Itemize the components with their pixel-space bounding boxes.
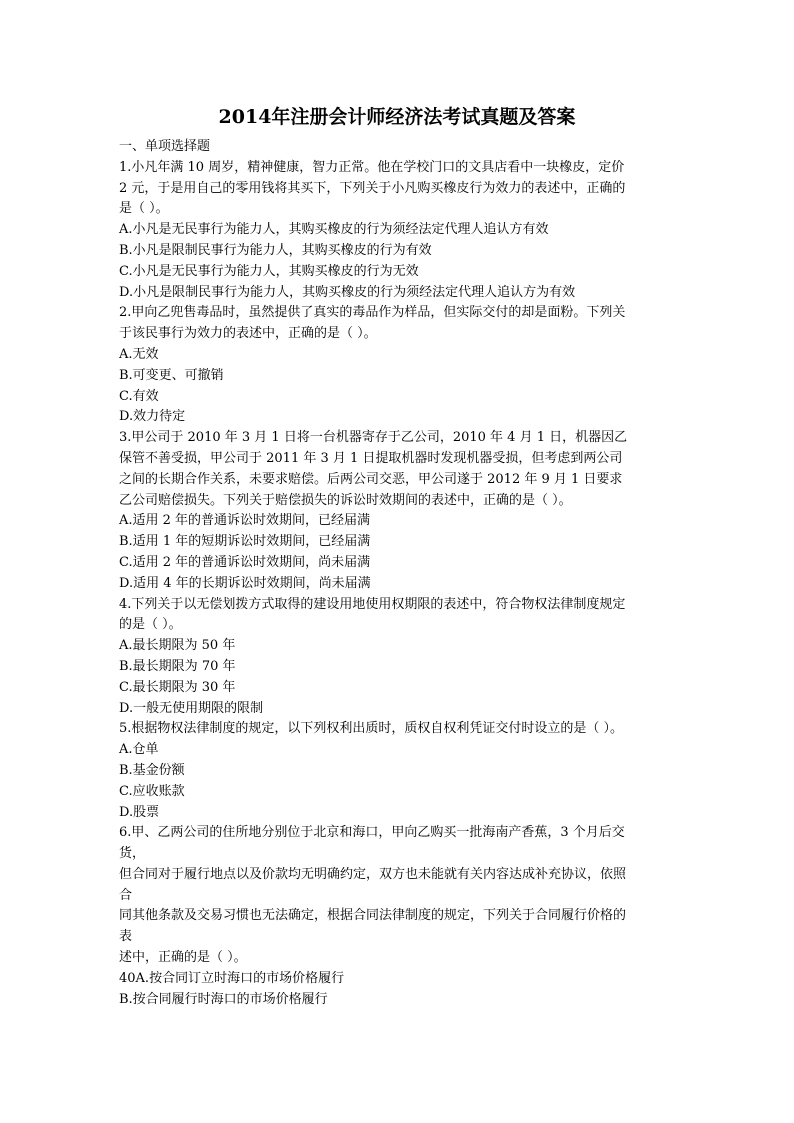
text-line: C.小凡是无民事行为能力人，其购买橡皮的行为无效 — [119, 263, 419, 279]
text-line: 2.甲向乙兜售毒品时，虽然提供了真实的毒品作为样品，但实际交付的却是面粉。下列关 — [119, 305, 626, 321]
text-line: 是（ ）。 — [119, 201, 169, 217]
text-line: 3.甲公司于 2010 年 3 月 1 日将一台机器寄存于乙公司，2010 年 4 月 1 日，机器因乙 — [119, 430, 628, 446]
text-line: D.股票 — [119, 804, 160, 820]
text-line: 同其他条款及交易习惯也无法确定，根据合同法律制度的规定，下列关于合同履行价格的 — [119, 908, 627, 924]
text-line: 但合同对于履行地点以及价款均无明确约定，双方也未能就有关内容达成补充协议，依照 — [119, 866, 627, 882]
text-line: C.有效 — [119, 388, 159, 404]
text-line: 6.甲、乙两公司的住所地分别位于北京和海口，甲向乙购买一批海南产香蕉，3 个月后交 — [119, 825, 625, 841]
text-line: 一、单项选择题 — [119, 139, 211, 154]
text-line: B.最长期限为 70 年 — [119, 658, 236, 674]
text-line: 表 — [119, 929, 133, 945]
text-line: D.适用 4 年的长期诉讼时效期间，尚未届满 — [119, 575, 371, 591]
text-line: C.最长期限为 30 年 — [119, 679, 236, 695]
text-line: A.适用 2 年的普通诉讼时效期间，已经届满 — [119, 513, 371, 529]
text-line: B.基金份额 — [119, 762, 185, 778]
text-line: B.适用 1 年的短期诉讼时效期间，已经届满 — [119, 534, 371, 550]
text-line: 货， — [119, 846, 146, 862]
text-line: 合 — [119, 887, 133, 903]
text-line: 于该民事行为效力的表述中，正确的是（ ）。 — [119, 326, 377, 342]
text-line: 4.下列关于以无偿划拨方式取得的建设用地使用权期限的表述中，符合物权法律制度规定 — [119, 596, 626, 612]
text-line: B.可变更、可撤销 — [119, 367, 224, 383]
text-line: 之间的长期合作关系，未要求赔偿。后两公司交恶，甲公司遂于 2012 年 9 月 1 日要求 — [119, 471, 623, 487]
text-line: 2 元，于是用自己的零用钱将其买下，下列关于小凡购买橡皮行为效力的表述中，正确的 — [119, 180, 626, 196]
text-line: A.无效 — [119, 346, 159, 362]
text-line: 乙公司赔偿损失。下列关于赔偿损失的诉讼时效期间的表述中，正确的是（ ）。 — [119, 492, 572, 508]
text-line: 述中，正确的是（ ）。 — [119, 950, 247, 966]
text-line: 40A.按合同订立时海口的市场价格履行 — [119, 970, 345, 986]
text-line: A.最长期限为 50 年 — [119, 638, 236, 654]
text-line: 1.小凡年满 10 周岁，精神健康，智力正常。他在学校门口的文具店看中一块橡皮，定价 — [119, 159, 625, 175]
document-body — [119, 137, 679, 1010]
text-line: A.仓单 — [119, 742, 159, 758]
text-line: D.小凡是限制民事行为能力人，其购买橡皮的行为须经法定代理人追认方为有效 — [119, 284, 576, 300]
text-line: 5.根据物权法律制度的规定，以下列权利出质时，质权自权利凭证交付时设立的是（ ）。 — [119, 721, 624, 737]
text-line: C.应收账款 — [119, 783, 185, 799]
text-line: 的是（ ）。 — [119, 617, 182, 633]
text-line: B.按合同履行时海口的市场价格履行 — [119, 991, 328, 1007]
text-line: C.适用 2 年的普通诉讼时效期间，尚未届满 — [119, 554, 371, 570]
document-title: 2014年注册会计师经济法考试真题及答案 — [218, 106, 576, 128]
text-line: 保管不善受损，甲公司于 2011 年 3 月 1 日提取机器时发现机器受损，但考虑到两公司 — [119, 450, 623, 466]
text-line: B.小凡是限制民事行为能力人，其购买橡皮的行为有效 — [119, 242, 432, 258]
text-line: A.小凡是无民事行为能力人，其购买橡皮的行为须经法定代理人追认方有效 — [119, 222, 549, 238]
text-line: D.一般无使用期限的限制 — [119, 700, 264, 716]
text-line: D.效力待定 — [119, 409, 186, 425]
